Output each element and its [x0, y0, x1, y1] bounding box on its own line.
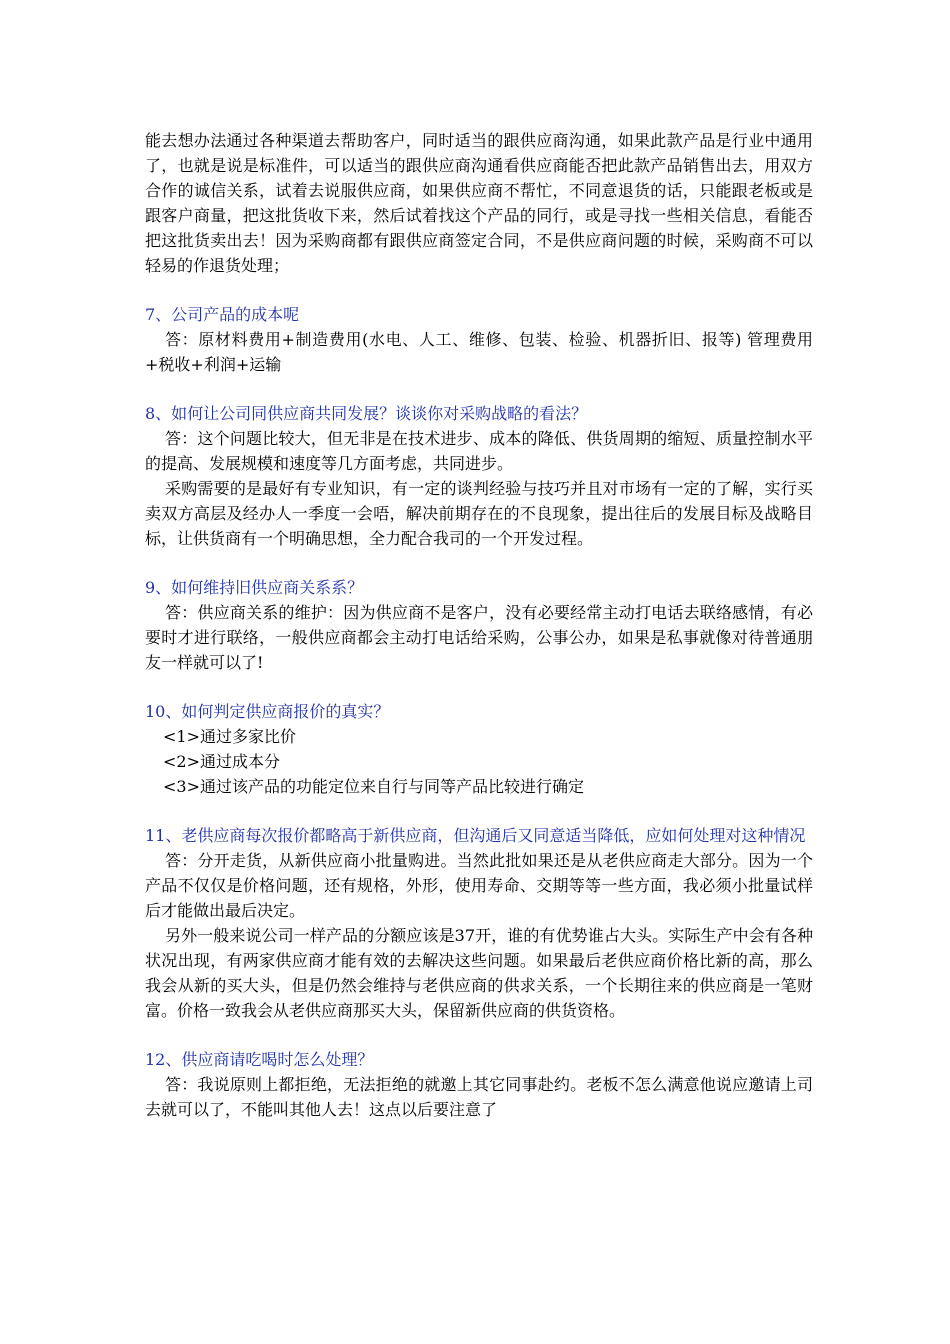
- section-11: [145, 823, 813, 1023]
- intro-paragraph: 能去想办法通过各种渠道去帮助客户，同时适当的跟供应商沟通，如果此款产品是行业中通用了，也就是说是标准件，可以适当的跟供应商沟通看供应商能否把此款产品销售出去，用双方合作的诚信关系，试着去说服供应商，如果供应商不帮忙，不同意退货的话，只能跟老板或是跟客户商量，把这批货收下来，然后试着找这个产品的同行，或是寻找一些相关信息，看能否把这批货卖出去！因为采购商都有跟供应商签定合同，不是供应商问题的时候，采购商不可以轻易的作退货处理；: [145, 131, 813, 275]
- answer-paragraph: 答：我说原则上都拒绝，无法拒绝的就邀上其它同事赴约。老板不怎么满意他说应邀请上司去就可以了，不能叫其他人去！这点以后要注意了: [145, 1075, 813, 1119]
- section-heading: 8、如何让公司同供应商共同发展？谈谈你对采购战略的看法？: [145, 404, 588, 423]
- document-page: [145, 128, 813, 1122]
- section-heading: 10、如何判定供应商报价的真实？: [145, 702, 390, 721]
- section-12: [145, 1047, 813, 1122]
- section-9: [145, 575, 813, 675]
- section-8: [145, 401, 813, 551]
- section-heading: 9、如何维持旧供应商关系系？: [145, 578, 364, 597]
- list-item: <3>通过该产品的功能定位来自行与同等产品比较进行确定: [163, 777, 584, 796]
- answer-paragraph: 另外一般来说公司一样产品的分额应该是37开，谁的有优势谁占大头。实际生产中会有各种状况出现，有两家供应商才能有效的去解决这些问题。如果最后老供应商价格比新的高，那么我会从新的买大头，但是仍然会维持与老供应商的供求关系，一个长期往来的供应商是一笔财富。价格一致我会从老供应商那买大头，保留新供应商的供货资格。: [145, 926, 813, 1020]
- section-7: [145, 302, 813, 377]
- answer-paragraph: 答：分开走货，从新供应商小批量购进。当然此批如果还是从老供应商走大部分。因为一个产品不仅仅是价格问题，还有规格，外形，使用寿命、交期等等一些方面，我必须小批量试样后才能做出最后决定。: [145, 851, 813, 920]
- answer-paragraph: 答：供应商关系的维护：因为供应商不是客户，没有必要经常主动打电话去联络感情，有必要时才进行联络，一般供应商都会主动打电话给采购，公事公办，如果是私事就像对待普通朋友一样就可以了!: [145, 603, 813, 672]
- section-heading: 11、老供应商每次报价都略高于新供应商，但沟通后又同意适当降低，应如何处理对这种情况: [145, 826, 806, 845]
- section-10: [145, 699, 813, 799]
- answer-paragraph: 采购需要的是最好有专业知识，有一定的谈判经验与技巧并且对市场有一定的了解，实行买卖双方高层及经办人一季度一会唔，解决前期存在的不良现象，提出往后的发展目标及战略目标，让供货商有一个明确思想，全力配合我司的一个开发过程。: [145, 479, 813, 548]
- section-heading: 7、公司产品的成本呢: [145, 305, 300, 324]
- answer-paragraph: 答：原材料费用+制造费用(水电、人工、维修、包装、检验、机器折旧、报等) 管理费用+税收+利润+运输: [145, 330, 813, 374]
- section-heading: 12、供应商请吃喝时怎么处理？: [145, 1050, 374, 1069]
- answer-paragraph: 答：这个问题比较大，但无非是在技术进步、成本的降低、供货周期的缩短、质量控制水平的提高、发展规模和速度等几方面考虑，共同进步。: [145, 429, 813, 473]
- list-item: <1>通过多家比价: [163, 727, 296, 746]
- list-item: <2>通过成本分: [163, 752, 280, 771]
